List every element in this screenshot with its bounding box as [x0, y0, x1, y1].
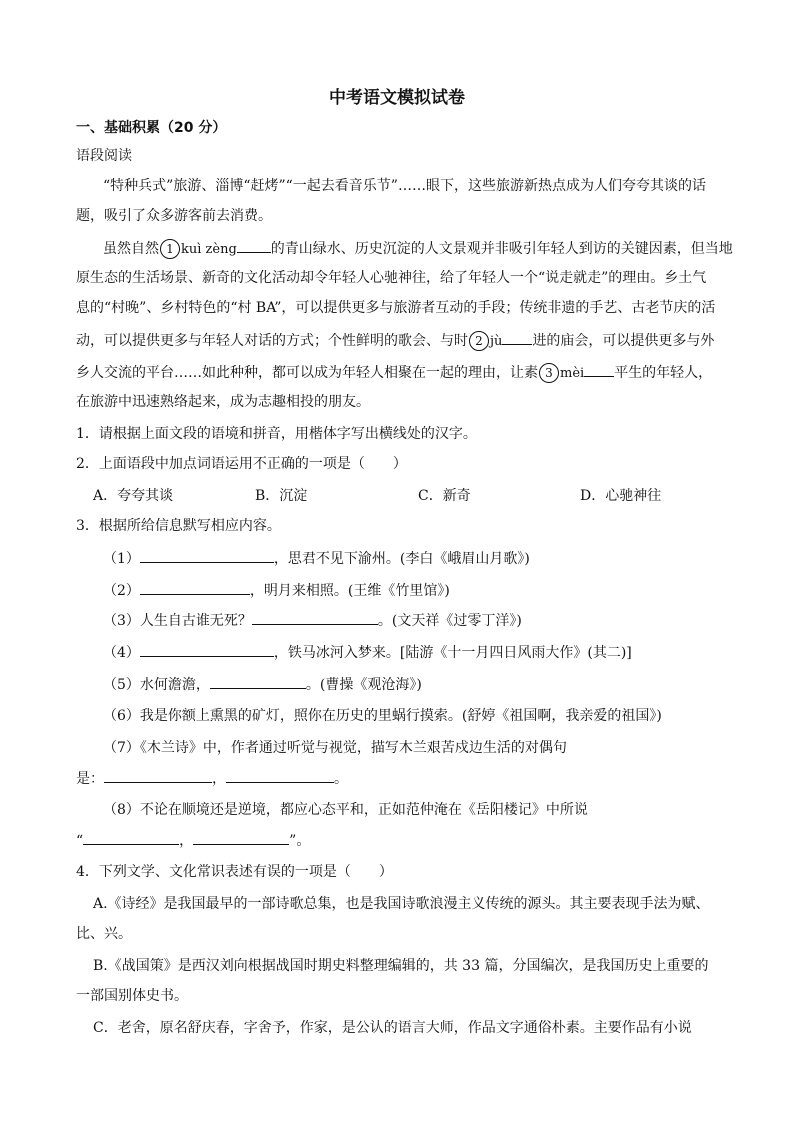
- answer-blank[interactable]: [140, 580, 250, 595]
- dictation-item: [103, 580, 450, 601]
- page-title: 中考语文模拟试卷: [329, 88, 465, 108]
- item-text: ，: [179, 833, 194, 849]
- passage-line: [103, 238, 733, 260]
- answer-blank[interactable]: [83, 830, 179, 845]
- option-b[interactable]: B.《战国策》是西汉刘向根据战国时期史料整理编辑的，共 33 篇，分国编次，是我国历史上重要的: [93, 958, 709, 974]
- passage-line: [76, 330, 714, 352]
- item-text: （5）水何澹澹，: [103, 677, 210, 693]
- item-text: 。(曹操《观沧海》): [305, 677, 422, 693]
- pinyin: kuì zèng: [181, 242, 237, 257]
- passage-line: “特种兵式”旅游、淄博“赶烤”“一起去看音乐节”……眼下，这些旅游新热点成为人们夸夸其谈的话: [103, 178, 706, 194]
- dictation-item: [76, 768, 348, 789]
- passage-text: 乡人交流的平台……如此种种，都可以成为年轻人相聚在一起的理由，让素: [76, 365, 538, 381]
- item-text: 。: [334, 771, 348, 787]
- item-text: ，: [212, 771, 226, 787]
- circled-number: 2: [469, 331, 489, 351]
- item-text: ”。: [289, 833, 311, 849]
- answer-blank[interactable]: [140, 548, 274, 563]
- dictation-item: （7）《木兰诗》中，作者通过听觉与视觉，描写木兰艰苦戍边生活的对偶句: [103, 740, 567, 756]
- dictation-item: [103, 548, 530, 569]
- passage-line: 息的“村晚”、乡村特色的“村 BA”，可以提供更多与旅游者互动的手段；传统非遗的手艺、古老节庆的活: [76, 300, 716, 316]
- dictation-item: [76, 830, 310, 851]
- dictation-item: （6）我是你额上熏黑的矿灯，照你在历史的里蜗行摸索。(舒婷《祖国啊，我亲爱的祖国》): [103, 708, 662, 724]
- option-d[interactable]: D．心驰神往: [580, 488, 662, 504]
- passage-text: 平生的年轻人，: [614, 365, 713, 381]
- section-subheading: 语段阅读: [76, 148, 132, 164]
- item-number: （4）: [103, 645, 140, 661]
- option-c[interactable]: C．老舍，原名舒庆春，字舍予，作家，是公认的语言大师，作品文字通俗朴素。主要作品有小说: [93, 1020, 692, 1036]
- answer-blank[interactable]: [226, 768, 334, 783]
- answer-blank[interactable]: [252, 610, 378, 625]
- option-a-continued: 比、兴。: [76, 926, 132, 942]
- question-4: 4．下列文学、文化常识表述有误的一项是（ ）: [76, 864, 393, 880]
- question-3: 3．根据所给信息默写相应内容。: [76, 518, 281, 534]
- question-1: 1．请根据上面文段的语境和拼音，用楷体字写出横线处的汉字。: [76, 426, 477, 442]
- answer-blank[interactable]: [584, 362, 614, 377]
- answer-blank[interactable]: [140, 642, 274, 657]
- item-text: 。(文天祥《过零丁洋》): [377, 613, 522, 629]
- item-text: 是：: [76, 771, 104, 787]
- option-a[interactable]: A.《诗经》是我国最早的一部诗歌总集，也是我国诗歌浪漫主义传统的源头。其主要表现手法为赋、: [93, 896, 710, 912]
- option-b-continued: 一部国别体史书。: [76, 988, 188, 1004]
- answer-blank[interactable]: [237, 238, 271, 253]
- pinyin: jù: [490, 334, 503, 349]
- passage-line: 在旅游中迅速熟络起来，成为志趣相投的朋友。: [76, 394, 370, 410]
- item-text: “: [76, 833, 84, 849]
- item-text: （3）人生自古谁无死？: [103, 613, 252, 629]
- dictation-item: [103, 642, 632, 663]
- option-b[interactable]: B．沉淀: [255, 488, 308, 504]
- answer-blank[interactable]: [210, 674, 306, 689]
- answer-blank[interactable]: [193, 830, 289, 845]
- passage-text: 进的庙会，可以提供更多与外: [532, 333, 715, 349]
- passage-line: 题，吸引了众多游客前去消费。: [76, 208, 272, 224]
- item-text: ，思君不见下渝州。(李白《峨眉山月歌》): [273, 551, 530, 567]
- circled-number: 3: [539, 363, 559, 383]
- dictation-item: [103, 610, 522, 631]
- section-heading: 一、基础积累（20 分）: [76, 120, 227, 136]
- answer-blank[interactable]: [104, 768, 212, 783]
- passage-line: 原生态的生活场景、新奇的文化活动却令年轻人心驰神往，给了年轻人一个“说走就走”的理由。乡土气: [76, 270, 707, 286]
- item-number: （2）: [103, 583, 140, 599]
- item-text: ，铁马冰河入梦来。[陆游《十一月四日风雨大作》(其二)]: [273, 645, 632, 661]
- option-a[interactable]: A．夸夸其谈: [93, 488, 174, 504]
- passage-text: 虽然自然: [103, 241, 159, 257]
- passage-text: 动，可以提供更多与年轻人对话的方式；个性鲜明的歌会、与时: [76, 333, 468, 349]
- circled-number: 1: [160, 239, 180, 259]
- answer-blank[interactable]: [502, 330, 532, 345]
- dictation-item: [103, 674, 422, 695]
- item-text: ，明月来相照。(王维《竹里馆》): [249, 583, 450, 599]
- dictation-item: （8）不论在顺境还是逆境，都应心态平和，正如范仲淹在《岳阳楼记》中所说: [103, 802, 588, 818]
- item-number: （1）: [103, 551, 140, 567]
- pinyin: mèi: [560, 366, 585, 381]
- passage-text: 的青山绿水、历史沉淀的人文景观并非吸引年轻人到访的关键因素，但当地: [270, 241, 733, 257]
- question-2: 2．上面语段中加点词语运用不正确的一项是（ ）: [76, 456, 407, 472]
- option-c[interactable]: C．新奇: [418, 488, 471, 504]
- passage-line: [76, 362, 712, 384]
